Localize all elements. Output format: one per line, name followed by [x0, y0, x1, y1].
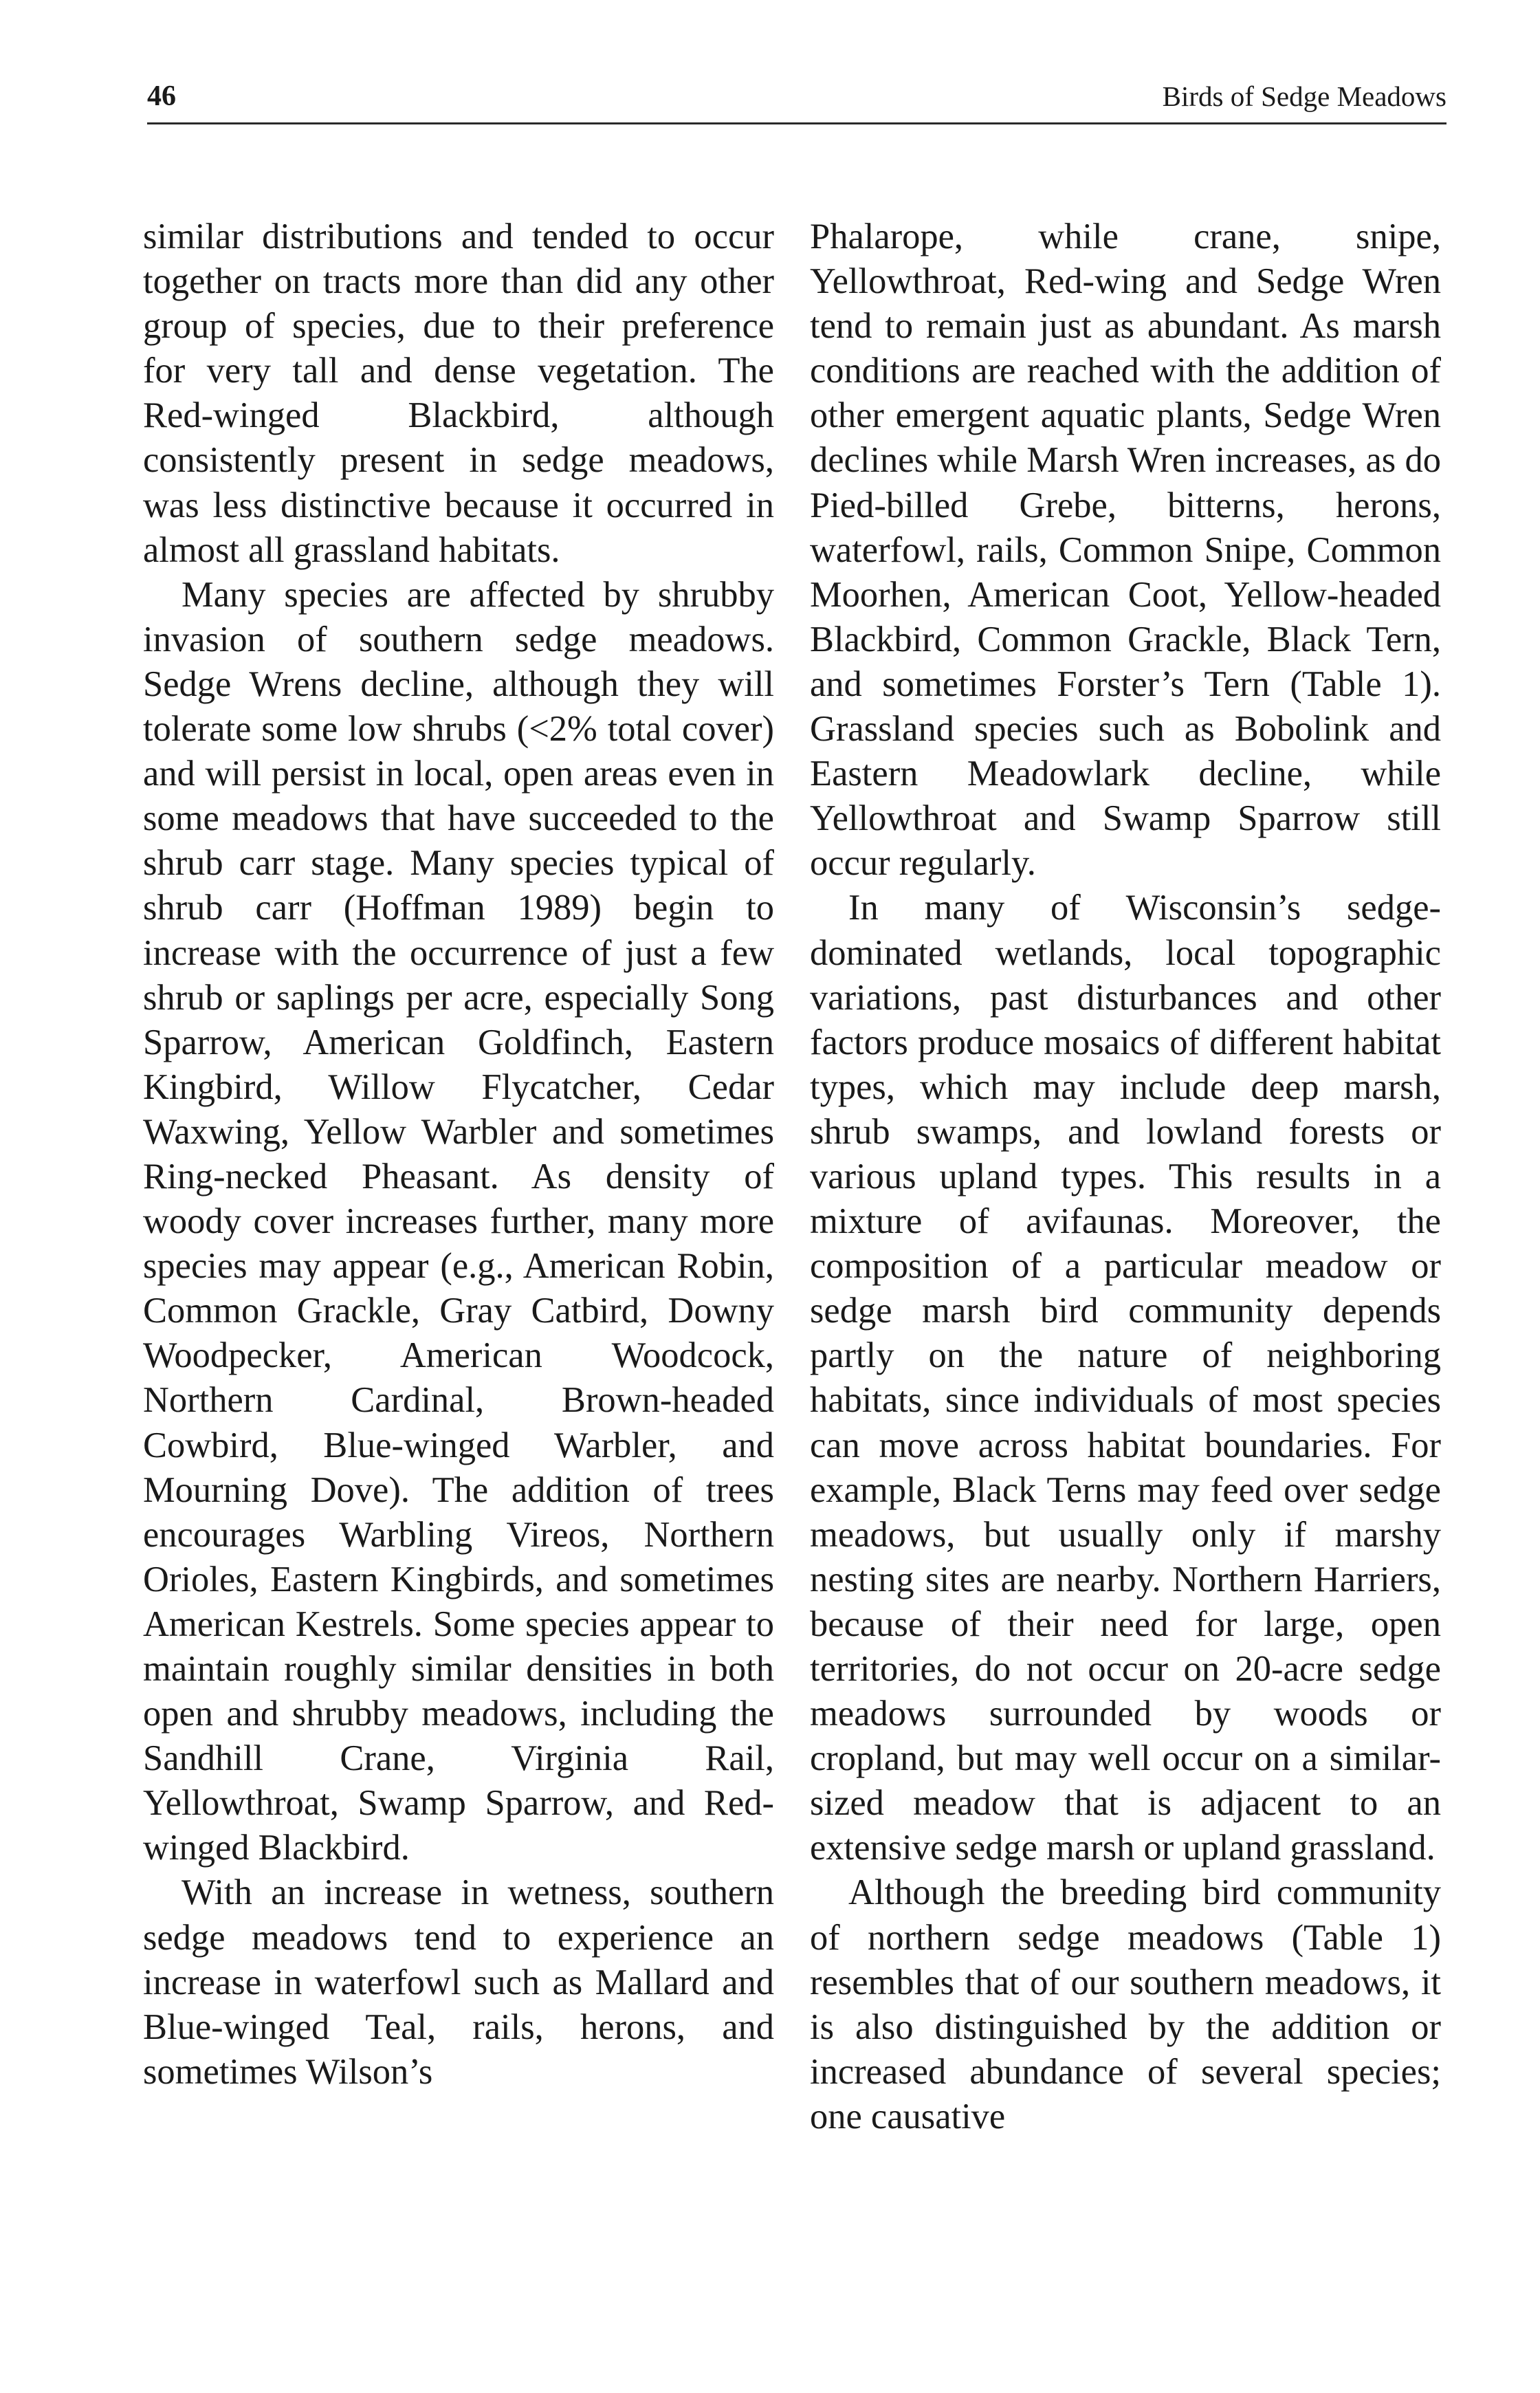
- right-paragraph-3: Although the breeding bird community of northern sedge meadows (Table 1) resembles that of our southern meadows, it is also distinguished by the addition or increased abundance of several species; one causative: [810, 1872, 1441, 2137]
- left-paragraph-2: Many species are affected by shrubby invasion of southern sedge meadows. Sedge Wrens decline, although they will tolerate some low shrubs (<2% total cover) and will persist in local, open areas even in some meadows that have succeeded to the shrub carr stage. Many species typical of shrub carr (Hoffman 1989) begin to increase with the occurrence of just a few shrub or saplings per acre, especially Song Sparrow, American Goldfinch, Eastern Kingbird, Willow Flycatcher, Cedar Waxwing, Yellow Warbler and sometimes Ring-necked Pheasant. As density of woody cover increases further, many more species may appear (e.g., American Robin, Common Grackle, Gray Catbird, Downy Woodpecker, American Woodcock, Northern Cardinal, Brown-headed Cowbird, Blue-winged Warbler, and Mourning Dove). The addition of trees encourages Warbling Vireos, Northern Orioles, Eastern Kingbirds, and sometimes American Kestrels. Some species appear to maintain roughly similar densities in both open and shrubby meadows, including the Sandhill Crane, Virginia Rail, Yellowthroat, Swamp Sparrow, and Red-winged Blackbird.: [143, 574, 774, 1868]
- running-title: Birds of Sedge Meadows: [1162, 80, 1446, 112]
- left-paragraph-1: similar distributions and tended to occur together on tracts more than did any other group of species, due to their preference for very tall and dense vegetation. The Red-winged Blackbird, although consistently present in sedge meadows, was less distinctive because it occurred in almost all grassland habitats.: [143, 217, 774, 570]
- right-paragraph-1: Phalarope, while crane, snipe, Yellowthroat, Red-wing and Sedge Wren tend to remain just as abundant. As marsh conditions are reached with the addition of other emergent aquatic plants, Sedge Wren declines while Marsh Wren increases, as do Pied-billed Grebe, bitterns, herons, waterfowl, rails, Common Snipe, Common Moorhen, American Coot, Yellow-headed Blackbird, Common Grackle, Black Tern, and sometimes Forster’s Tern (Table 1). Grassland species such as Bobolink and Eastern Meadowlark decline, while Yellowthroat and Swamp Sparrow still occur regularly.: [810, 217, 1441, 884]
- right-paragraph-2: In many of Wisconsin’s sedge-dominated wetlands, local topographic variations, past disturbances and other factors produce mosaics of different habitat types, which may include deep marsh, shrub swamps, and lowland forests or various upland types. This results in a mixture of avifaunas. Moreover, the composition of a particular meadow or sedge marsh bird community depends partly on the nature of neighboring habitats, since individuals of most species can move across habitat boundaries. For example, Black Terns may feed over sedge meadows, but usually only if marshy nesting sites are nearby. Northern Harriers, because of their need for large, open territories, do not occur on 20-acre sedge meadows surrounded by woods or cropland, but may well occur on a similar-sized meadow that is adjacent to an extensive sedge marsh or upland grassland.: [810, 888, 1441, 1868]
- left-column: [143, 215, 774, 2095]
- page-header: [147, 74, 1446, 124]
- right-column: [810, 215, 1441, 2139]
- left-paragraph-3: With an increase in wetness, southern sedge meadows tend to experience an increase in waterfowl such as Mallard and Blue-winged Teal, rails, herons, and sometimes Wilson’s: [143, 1872, 774, 2092]
- page-number: 46: [147, 80, 176, 112]
